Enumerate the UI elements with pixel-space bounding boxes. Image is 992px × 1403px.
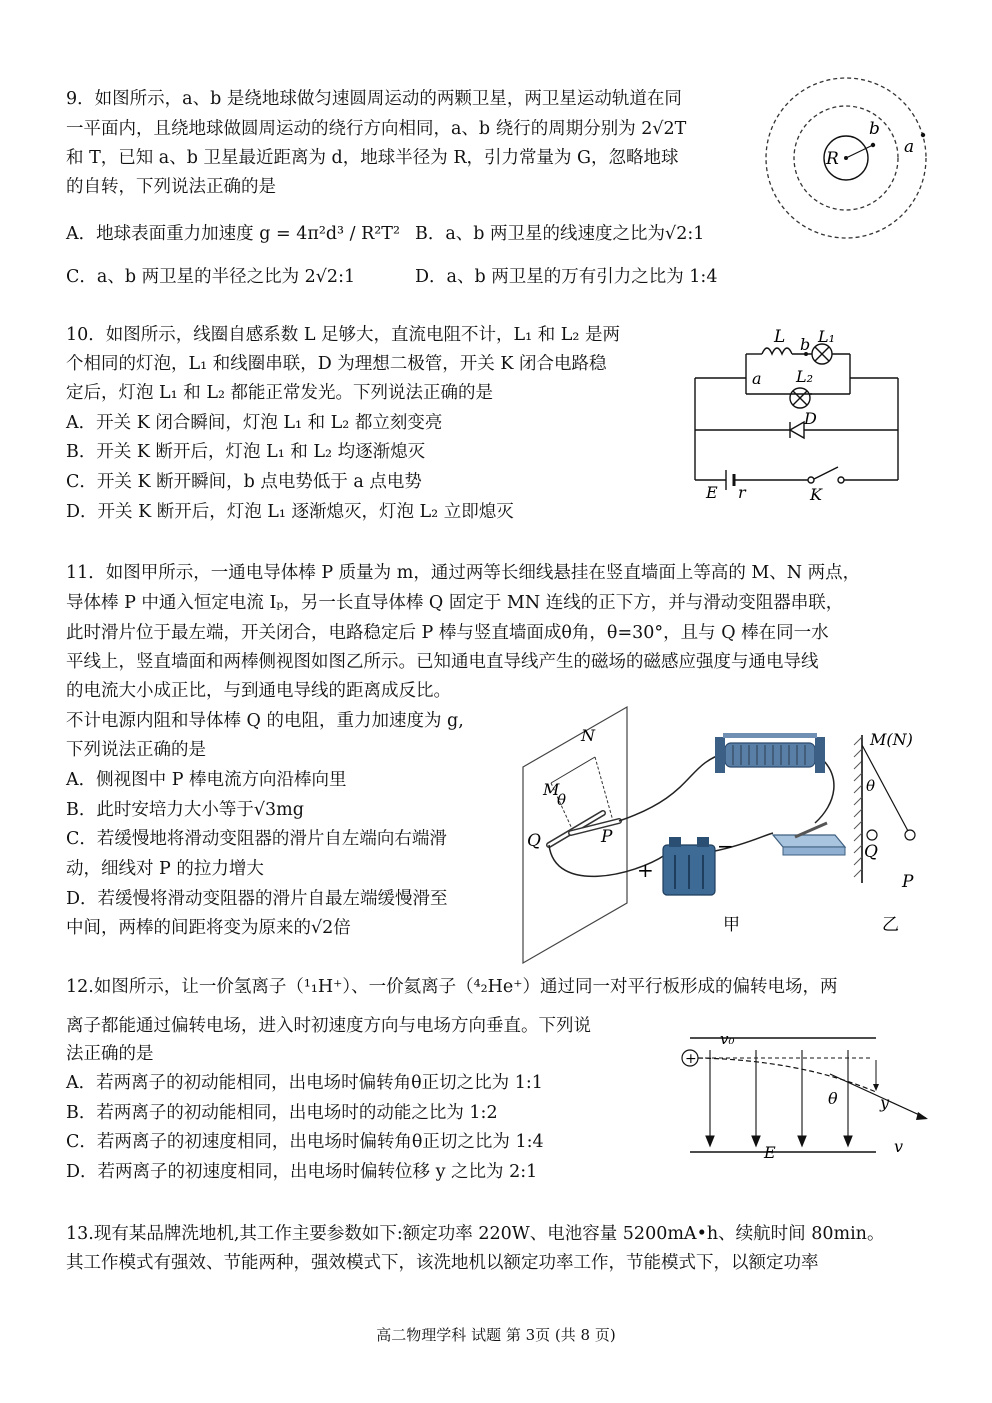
label-y: y [880,1093,890,1112]
q11-line-5: 的电流大小成正比，与到通电导线的距离成反比。 [66,681,451,701]
label-a: a [752,369,762,388]
q10-option-a: A．开关 K 闭合瞬间，灯泡 L₁ 和 L₂ 都立刻变亮 [66,413,443,433]
q9-line-2: 一平面内，且绕地球做圆周运动的绕行方向相同，a、b 绕行的周期分别为 2√2T [66,119,687,139]
label-R: R [826,149,839,169]
q9-orbit-figure [760,72,940,252]
rheostat [725,743,815,767]
label-jia: 甲 [723,915,740,935]
page-footer: 高二物理学科 试题 第 3页 (共 8 页) [376,1326,616,1344]
q10-option-b: B．开关 K 断开后，灯泡 L₁ 和 L₂ 均逐渐熄灭 [66,442,426,462]
q11-line-2: 导体棒 P 中通入恒定电流 Iₚ，另一长直导体棒 Q 固定于 MN 连线的正下方，并与滑动变阻器串联， [66,593,844,613]
q11-line-6: 不计电源内阻和导体棒 Q 的电阻，重力加速度为 g, [66,711,464,731]
label-theta-yi: θ [866,777,876,795]
q12-option-a: A．若两离子的初动能相同，出电场时偏转角θ正切之比为 1:1 [66,1073,543,1093]
label-r: r [738,483,746,502]
q10-option-c: C．开关 K 断开瞬间，b 点电势低于 a 点电势 [66,472,422,492]
label-E: E [764,1143,776,1162]
label-theta: θ [828,1089,838,1108]
label-D: D [804,409,817,428]
q9-option-d: D．a、b 两卫星的万有引力之比为 1:4 [415,267,718,287]
q12-line-3: 法正确的是 [66,1044,154,1064]
label-E: E [706,483,718,502]
label-plus: + [637,858,654,882]
label-theta-jia: θ [557,791,567,809]
label-N: N [581,726,595,745]
q9-line-3: 和 T，已知 a、b 卫星最近距离为 d，地球半径为 R，引力常量为 G，忽略地球 [66,148,679,168]
q10-line-2: 个相同的灯泡，L₁ 和线圈串联，D 为理想二极管，开关 K 闭合电路稳 [66,354,607,374]
label-Q-jia: Q [527,831,541,851]
rod-P-section [905,830,915,840]
q9-option-b: B．a、b 两卫星的线速度之比为√2:1 [415,224,705,244]
switch [773,835,845,847]
label-v: v [894,1137,904,1156]
label-L1: L₁ [818,327,836,346]
label-b: b [800,335,811,354]
radius-line [846,145,873,158]
q10-line-3: 定后，灯泡 L₁ 和 L₂ 都能正常发光。下列说法正确的是 [66,383,494,403]
q12-line-1: 12.如图所示，让一价氢离子（¹₁H⁺）、一价氦离子（⁴₂He⁺）通过同一对平行板形成的偏转电场，两 [66,977,838,997]
q12-field-figure [680,1030,930,1160]
label-P-yi: P [902,872,914,892]
q11-option-d-cont: 中间，两棒的间距将变为原来的√2倍 [66,918,351,938]
q9-line-1: 9．如图所示，a、b 是绕地球做匀速圆周运动的两颗卫星，两卫星运动轨道在同 [66,89,682,109]
rheostat-end-left [715,737,725,773]
q11-option-c-cont: 动，细线对 P 的拉力增大 [66,859,264,879]
label-b: b [869,119,880,139]
q11-figure-jia [515,705,860,945]
satellite-b-dot [871,143,875,147]
label-K: K [810,485,822,504]
q11-option-c: C．若缓慢地将滑动变阻器的滑片自左端向右端滑 [66,829,447,849]
label-minus: − [717,834,734,858]
q9-line-4: 的自转，下列说法正确的是 [66,177,276,197]
label-L: L [774,327,786,347]
label-L2: L₂ [796,367,814,386]
label-yi: 乙 [882,915,899,935]
q9-option-a: A．地球表面重力加速度 g = 4π²d³ / R²T² [66,224,400,244]
q12-option-b: B．若两离子的初动能相同，出电场时的动能之比为 1:2 [66,1103,498,1123]
earth-center [844,156,848,160]
q13-line-1: 13.现有某品牌洗地机,其工作主要参数如下:额定功率 220W、电池容量 5200mA•h、续航时间 80min。 [66,1224,885,1244]
q11-line-3: 此时滑片位于最左端，开关闭合，电路稳定后 P 棒与竖直墙面成θ角，θ=30°，且与 Q 棒在同一水 [66,623,829,643]
label-M: M [543,780,560,799]
q11-figure-yi [850,725,930,945]
label-MN: M(N) [870,730,913,749]
rheostat-end-right [815,737,825,773]
satellite-a-dot [921,133,925,137]
q10-option-d: D．开关 K 断开后，灯泡 L₁ 逐渐熄灭，灯泡 L₂ 立即熄灭 [66,502,514,522]
label-v0: v₀ [720,1030,735,1048]
q11-option-d: D．若缓慢将滑动变阻器的滑片自最左端缓慢滑至 [66,889,448,909]
q12-option-c: C．若两离子的初速度相同，出电场时偏转角θ正切之比为 1:4 [66,1132,544,1152]
q11-option-a: A．侧视图中 P 棒电流方向沿棒向里 [66,770,347,790]
q11-line-4: 平线上，竖直墙面和两棒侧视图如图乙所示。已知通电直导线产生的磁场的磁感应强度与通电导线 [66,652,819,672]
label-P-jia: P [601,827,613,847]
q12-option-d: D．若两离子的初速度相同，出电场时偏转位移 y 之比为 2:1 [66,1162,538,1182]
q10-circuit-figure [690,322,910,502]
label-a: a [904,137,915,157]
q10-line-1: 10．如图所示，线圈自感系数 L 足够大，直流电阻不计，L₁ 和 L₂ 是两 [66,325,620,345]
q9-option-c: C．a、b 两卫星的半径之比为 2√2:1 [66,267,356,287]
q12-line-2: 离子都能通过偏转电场，进入时初速度方向与电场方向垂直。下列说 [66,1016,591,1036]
rod-Q-section [867,830,877,840]
q13-line-2: 其工作模式有强效、节能两种，强效模式下，该洗地机以额定功率工作，节能模式下，以额定功率 [66,1253,819,1273]
q11-option-b: B．此时安培力大小等于√3mg [66,800,304,820]
label-Q-yi: Q [864,842,878,862]
q11-line-7: 下列说法正确的是 [66,740,206,760]
label-plus-ion: + [685,1051,697,1067]
q11-line-1: 11．如图甲所示，一通电导体棒 P 质量为 m，通过两等长细线悬挂在竖直墙面上等高的 M、N 两点， [66,563,861,583]
trajectory [698,1058,876,1092]
